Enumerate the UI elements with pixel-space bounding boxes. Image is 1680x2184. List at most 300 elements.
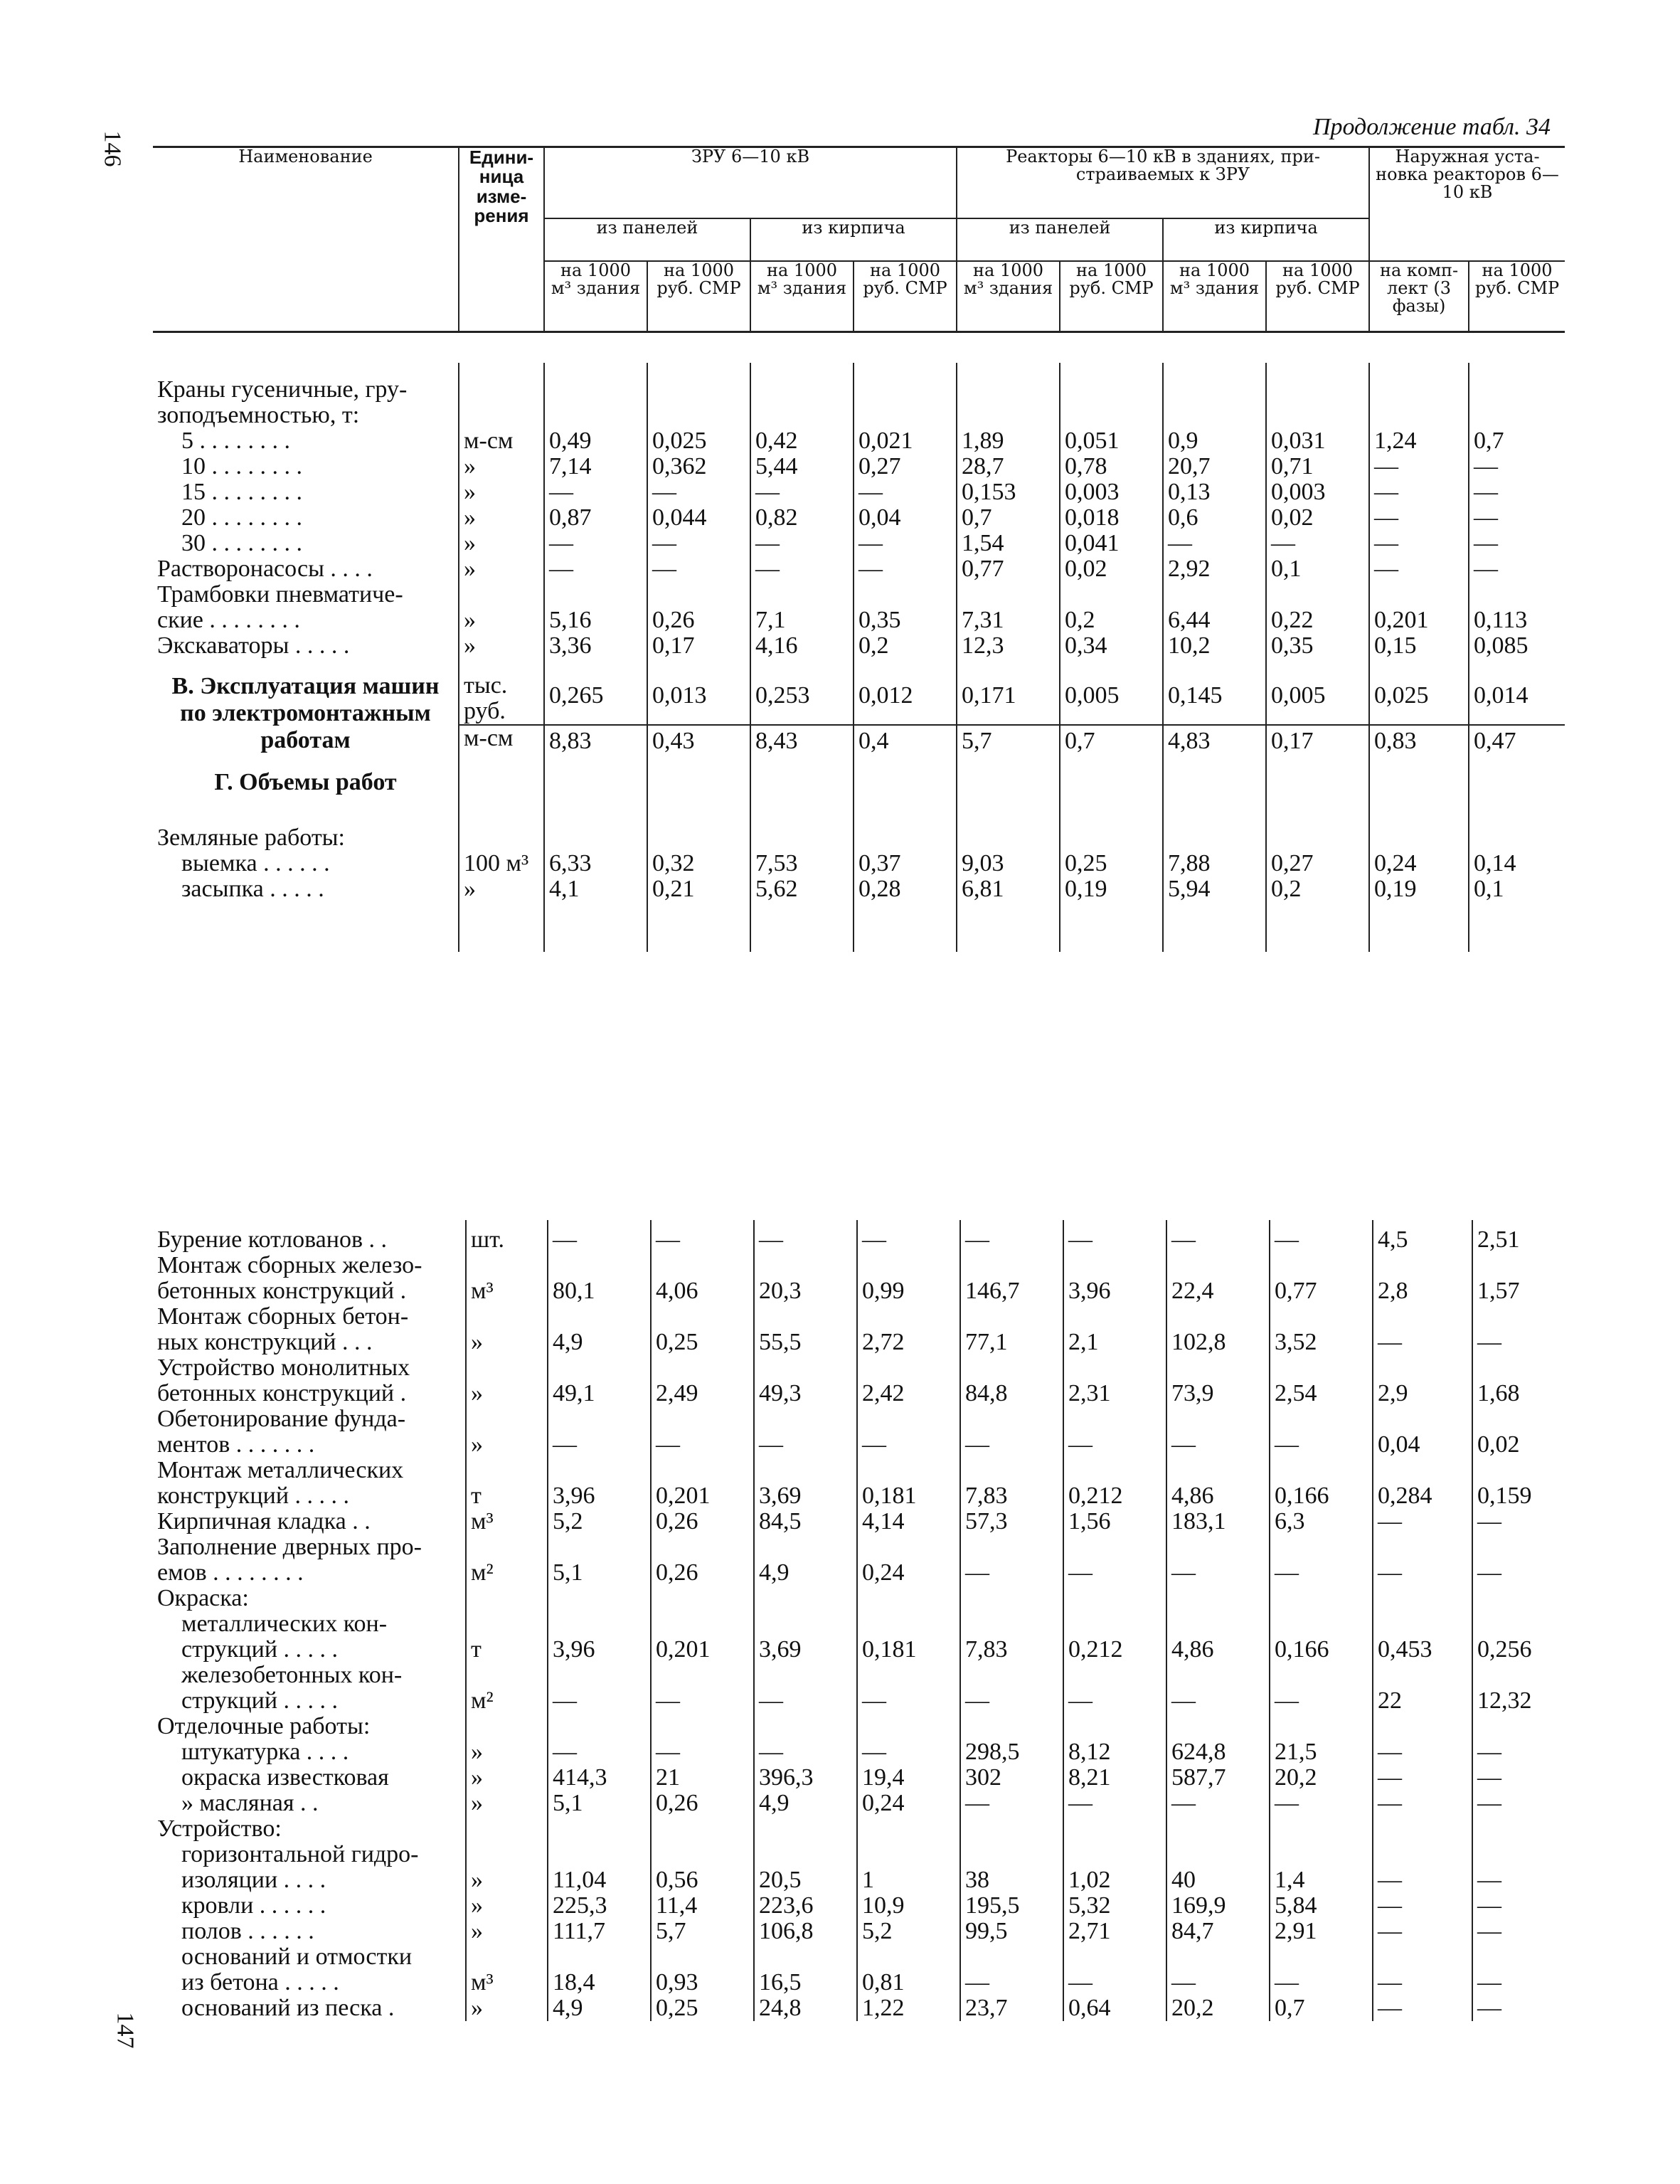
row-name: Заполнение дверных про- bbox=[157, 1534, 422, 1560]
row-name: изоляции . . . . bbox=[181, 1867, 326, 1893]
table-row bbox=[153, 1278, 1565, 1304]
cell-value: 12,32 bbox=[1472, 1688, 1565, 1714]
cell-value: 0,25 bbox=[1060, 851, 1163, 876]
cell-value: 0,13 bbox=[1163, 479, 1266, 505]
cell-value bbox=[1166, 1816, 1270, 1842]
row-name: засыпка . . . . . bbox=[181, 876, 324, 902]
cell-value: 28,7 bbox=[957, 454, 1060, 479]
header-col-rub: на 1000 руб. СМР bbox=[1060, 261, 1163, 332]
cell-value: 0,7 bbox=[1060, 725, 1163, 754]
cell-value: 0,56 bbox=[651, 1867, 754, 1893]
table-caption: Продолжение табл. 34 bbox=[1312, 114, 1551, 140]
cell-value bbox=[854, 825, 957, 851]
cell-value: — bbox=[1369, 454, 1469, 479]
cell-value bbox=[647, 403, 750, 428]
cell-value bbox=[548, 1253, 651, 1278]
cell-value bbox=[1270, 1816, 1373, 1842]
cell-value: 0,27 bbox=[1266, 851, 1369, 876]
cell-value: — bbox=[1063, 1560, 1166, 1586]
cell-value bbox=[1373, 1714, 1472, 1739]
cell-value: 0,43 bbox=[647, 725, 750, 754]
cell-value: — bbox=[548, 1739, 651, 1765]
cell-value bbox=[1373, 1611, 1472, 1637]
cell-value bbox=[960, 1355, 1063, 1381]
cell-value: 3,36 bbox=[544, 633, 647, 659]
cell-value: 0,153 bbox=[957, 479, 1060, 505]
row-unit: » bbox=[466, 1893, 548, 1919]
cell-value bbox=[548, 1534, 651, 1560]
cell-value bbox=[548, 1714, 651, 1739]
row-unit: т bbox=[466, 1637, 548, 1663]
cell-value bbox=[1060, 403, 1163, 428]
cell-value: 5,7 bbox=[957, 725, 1060, 754]
cell-value bbox=[960, 1458, 1063, 1483]
cell-value bbox=[854, 403, 957, 428]
cell-value bbox=[1373, 1355, 1472, 1381]
table-row bbox=[153, 1509, 1565, 1534]
section-v-unit-1: тыс. руб. bbox=[459, 673, 544, 725]
cell-value: — bbox=[750, 479, 854, 505]
cell-value: — bbox=[651, 1227, 754, 1253]
header-sub-panels-1: из панелей bbox=[544, 218, 750, 261]
cell-value: 0,031 bbox=[1266, 428, 1369, 454]
cell-value: — bbox=[1369, 556, 1469, 582]
cell-value: — bbox=[750, 531, 854, 556]
cell-value: 0,005 bbox=[1266, 673, 1369, 725]
cell-value: — bbox=[1166, 1688, 1270, 1714]
header-sub-brick-1: из кирпича bbox=[750, 218, 957, 261]
cell-value: 0,284 bbox=[1373, 1483, 1472, 1509]
cell-value: 2,1 bbox=[1063, 1330, 1166, 1355]
cell-value bbox=[1373, 1406, 1472, 1432]
table-row bbox=[153, 454, 1565, 479]
cell-value: 49,3 bbox=[754, 1381, 857, 1406]
cell-value: 0,25 bbox=[651, 1330, 754, 1355]
cell-value bbox=[1063, 1816, 1166, 1842]
cell-value: — bbox=[857, 1432, 960, 1458]
cell-value bbox=[857, 1304, 960, 1330]
cell-value: 1,4 bbox=[1270, 1867, 1373, 1893]
cell-value bbox=[960, 1842, 1063, 1867]
cell-value: 7,14 bbox=[544, 454, 647, 479]
header-col-rub: на 1000 руб. СМР bbox=[854, 261, 957, 332]
row-name: » масляная . . bbox=[181, 1790, 319, 1816]
row-name: металлических кон- bbox=[181, 1611, 388, 1637]
row-name: Обетонирование фунда- bbox=[157, 1406, 406, 1432]
cell-value bbox=[1166, 1534, 1270, 1560]
cell-value bbox=[1472, 1304, 1565, 1330]
row-name: Монтаж сборных бетон- bbox=[157, 1303, 409, 1330]
cell-value bbox=[754, 1458, 857, 1483]
row-unit: » bbox=[466, 1330, 548, 1355]
cell-value bbox=[1472, 1714, 1565, 1739]
cell-value bbox=[1469, 825, 1565, 851]
row-unit: » bbox=[459, 876, 544, 902]
row-unit bbox=[466, 1458, 548, 1483]
row-unit: » bbox=[459, 633, 544, 659]
table-row bbox=[153, 1432, 1565, 1458]
cell-value: 0,014 bbox=[1469, 673, 1565, 725]
cell-value bbox=[1266, 403, 1369, 428]
cell-value: 8,83 bbox=[544, 725, 647, 754]
cell-value: 5,2 bbox=[548, 1509, 651, 1534]
cell-value: — bbox=[548, 1688, 651, 1714]
cell-value: 0,1 bbox=[1469, 876, 1565, 902]
cell-value bbox=[1163, 582, 1266, 608]
cell-value bbox=[1266, 825, 1369, 851]
table-row bbox=[153, 825, 1565, 851]
header-sub-brick-2: из кирпича bbox=[1163, 218, 1369, 261]
cell-value bbox=[548, 1842, 651, 1867]
page-number-top: 146 bbox=[99, 130, 126, 167]
cell-value: — bbox=[1063, 1227, 1166, 1253]
cell-value: 2,31 bbox=[1063, 1381, 1166, 1406]
row-name: Отделочные работы: bbox=[157, 1713, 371, 1739]
cell-value bbox=[1270, 1534, 1373, 1560]
cell-value: 0,9 bbox=[1163, 428, 1266, 454]
row-unit bbox=[459, 582, 544, 608]
row-unit: » bbox=[466, 1739, 548, 1765]
row-unit bbox=[459, 403, 544, 428]
cell-value: 1,68 bbox=[1472, 1381, 1565, 1406]
cell-value: 0,159 bbox=[1472, 1483, 1565, 1509]
row-unit bbox=[466, 1944, 548, 1970]
cell-value: 77,1 bbox=[960, 1330, 1063, 1355]
cell-value: 5,32 bbox=[1063, 1893, 1166, 1919]
cell-value bbox=[857, 1816, 960, 1842]
cell-value bbox=[1369, 582, 1469, 608]
cell-value bbox=[1270, 1611, 1373, 1637]
cell-value: 8,21 bbox=[1063, 1765, 1166, 1791]
cell-value bbox=[960, 1406, 1063, 1432]
section-v-title: В. Эксплуатация машин по электромонтажным работам bbox=[171, 673, 440, 753]
cell-value: 0,26 bbox=[647, 608, 750, 633]
cell-value: 0,201 bbox=[1369, 608, 1469, 633]
section-v-row-1 bbox=[153, 673, 1565, 725]
cell-value: 2,92 bbox=[1163, 556, 1266, 582]
cell-value: 0,256 bbox=[1472, 1637, 1565, 1663]
cell-value: — bbox=[960, 1560, 1063, 1586]
cell-value: — bbox=[960, 1688, 1063, 1714]
cell-value bbox=[857, 1355, 960, 1381]
cell-value: 2,51 bbox=[1472, 1227, 1565, 1253]
cell-value bbox=[1270, 1842, 1373, 1867]
cell-value: — bbox=[854, 556, 957, 582]
table-row bbox=[153, 1739, 1565, 1765]
cell-value: 7,83 bbox=[960, 1483, 1063, 1509]
cell-value: — bbox=[1270, 1432, 1373, 1458]
cell-value: 3,52 bbox=[1270, 1330, 1373, 1355]
cell-value: — bbox=[1469, 505, 1565, 531]
cell-value: 84,8 bbox=[960, 1381, 1063, 1406]
cell-value: 0,26 bbox=[651, 1791, 754, 1816]
cell-value: — bbox=[1472, 1791, 1565, 1816]
cell-value: — bbox=[1472, 1739, 1565, 1765]
row-name: из бетона . . . . . bbox=[181, 1969, 339, 1995]
cell-value: 2,72 bbox=[857, 1330, 960, 1355]
cell-value: 0,14 bbox=[1469, 851, 1565, 876]
cell-value bbox=[651, 1534, 754, 1560]
cell-value bbox=[651, 1253, 754, 1278]
table-row bbox=[153, 1381, 1565, 1406]
cell-value bbox=[548, 1944, 651, 1970]
cell-value: — bbox=[1373, 1765, 1472, 1791]
cell-value bbox=[651, 1944, 754, 1970]
cell-value: 0,201 bbox=[651, 1483, 754, 1509]
cell-value: 12,3 bbox=[957, 633, 1060, 659]
cell-value: — bbox=[1373, 1893, 1472, 1919]
cell-value: 7,88 bbox=[1163, 851, 1266, 876]
cell-value: 0,24 bbox=[1369, 851, 1469, 876]
row-unit bbox=[466, 1355, 548, 1381]
row-unit: » bbox=[466, 1995, 548, 2021]
cell-value bbox=[1063, 1944, 1166, 1970]
cell-value: — bbox=[1166, 1227, 1270, 1253]
cell-value: 57,3 bbox=[960, 1509, 1063, 1534]
cell-value bbox=[750, 825, 854, 851]
cell-value: 1,02 bbox=[1063, 1867, 1166, 1893]
cell-value: 195,5 bbox=[960, 1893, 1063, 1919]
cell-value bbox=[857, 1663, 960, 1688]
cell-value: 0,35 bbox=[854, 608, 957, 633]
cell-value: 0,27 bbox=[854, 454, 957, 479]
cell-value bbox=[957, 377, 1060, 403]
cell-value: — bbox=[1063, 1970, 1166, 1995]
cell-value: 23,7 bbox=[960, 1995, 1063, 2021]
table-row bbox=[153, 1663, 1565, 1688]
cell-value: 20,7 bbox=[1163, 454, 1266, 479]
cell-value: — bbox=[1373, 1739, 1472, 1765]
cell-value: 1,54 bbox=[957, 531, 1060, 556]
cell-value: 3,69 bbox=[754, 1483, 857, 1509]
cell-value bbox=[1373, 1534, 1472, 1560]
cell-value: 21 bbox=[651, 1765, 754, 1791]
table-row bbox=[153, 1534, 1565, 1560]
header-unit: Едини- ница изме- рения bbox=[459, 147, 544, 332]
cell-value: 3,69 bbox=[754, 1637, 857, 1663]
cell-value: — bbox=[1469, 531, 1565, 556]
table-row bbox=[153, 608, 1565, 633]
cell-value: 2,54 bbox=[1270, 1381, 1373, 1406]
cell-value: — bbox=[754, 1432, 857, 1458]
cell-value bbox=[754, 1842, 857, 1867]
cell-value: 1,89 bbox=[957, 428, 1060, 454]
cell-value: 0,166 bbox=[1270, 1483, 1373, 1509]
table-row bbox=[153, 377, 1565, 403]
cell-value: — bbox=[750, 556, 854, 582]
cell-value bbox=[857, 1586, 960, 1611]
cell-value: 4,9 bbox=[548, 1330, 651, 1355]
cell-value: 0,2 bbox=[1060, 608, 1163, 633]
cell-value: 55,5 bbox=[754, 1330, 857, 1355]
cell-value bbox=[651, 1611, 754, 1637]
cell-value bbox=[548, 1663, 651, 1688]
cell-value bbox=[651, 1586, 754, 1611]
cell-value: 4,06 bbox=[651, 1278, 754, 1304]
header-sub-panels-2: из панелей bbox=[957, 218, 1163, 261]
cell-value: 0,26 bbox=[651, 1560, 754, 1586]
cell-value: — bbox=[1472, 1893, 1565, 1919]
cell-value: 4,9 bbox=[548, 1995, 651, 2021]
table-row bbox=[153, 1688, 1565, 1714]
cell-value: 169,9 bbox=[1166, 1893, 1270, 1919]
table-row bbox=[153, 1995, 1565, 2021]
cell-value bbox=[548, 1406, 651, 1432]
cell-value: — bbox=[1373, 1919, 1472, 1944]
cell-value bbox=[754, 1663, 857, 1688]
cell-value bbox=[1373, 1663, 1472, 1688]
row-name: 5 . . . . . . . . bbox=[181, 428, 290, 454]
cell-value bbox=[1270, 1944, 1373, 1970]
cell-value: 0,02 bbox=[1472, 1432, 1565, 1458]
cell-value: 0,83 bbox=[1369, 725, 1469, 754]
cell-value: 0,265 bbox=[544, 673, 647, 725]
cell-value: 0,17 bbox=[647, 633, 750, 659]
cell-value: 1,22 bbox=[857, 1995, 960, 2021]
row-unit: м² bbox=[466, 1560, 548, 1586]
row-name: Окраска: bbox=[157, 1585, 249, 1611]
header-name: Наименование bbox=[153, 147, 459, 332]
cell-value bbox=[960, 1944, 1063, 1970]
cell-value: 40 bbox=[1166, 1867, 1270, 1893]
cell-value: 0,04 bbox=[1373, 1432, 1472, 1458]
cell-value: 2,91 bbox=[1270, 1919, 1373, 1944]
cell-value bbox=[1373, 1304, 1472, 1330]
cell-value bbox=[1472, 1534, 1565, 1560]
cell-value bbox=[1472, 1816, 1565, 1842]
cell-value bbox=[857, 1842, 960, 1867]
cell-value bbox=[960, 1663, 1063, 1688]
row-name: струкций . . . . . bbox=[181, 1636, 339, 1663]
cell-value: 302 bbox=[960, 1765, 1063, 1791]
cell-value: — bbox=[960, 1791, 1063, 1816]
row-name: Экскаваторы . . . . . bbox=[157, 632, 350, 659]
cell-value bbox=[1270, 1355, 1373, 1381]
row-name: 30 . . . . . . . . bbox=[181, 530, 302, 556]
row-name: Бурение котлованов . . bbox=[157, 1226, 388, 1253]
header-col-rub: на 1000 руб. СМР bbox=[1266, 261, 1369, 332]
cell-value: 2,49 bbox=[651, 1381, 754, 1406]
cell-value: 0,02 bbox=[1266, 505, 1369, 531]
cell-value: 99,5 bbox=[960, 1919, 1063, 1944]
cell-value: — bbox=[1373, 1791, 1472, 1816]
cell-value bbox=[754, 1534, 857, 1560]
section-g-title: Г. Объемы работ bbox=[214, 769, 397, 795]
table-row bbox=[153, 479, 1565, 505]
cell-value: 20,5 bbox=[754, 1867, 857, 1893]
cell-value: 2,9 bbox=[1373, 1381, 1472, 1406]
cell-value: — bbox=[1063, 1688, 1166, 1714]
cell-value bbox=[1270, 1714, 1373, 1739]
cell-value: — bbox=[647, 556, 750, 582]
row-unit bbox=[466, 1253, 548, 1278]
cell-value bbox=[960, 1586, 1063, 1611]
cell-value bbox=[1166, 1304, 1270, 1330]
table-body-top bbox=[153, 363, 1565, 952]
table-row bbox=[153, 1330, 1565, 1355]
row-unit bbox=[466, 1842, 548, 1867]
row-name: ментов . . . . . . . bbox=[157, 1431, 315, 1458]
cell-value bbox=[1369, 403, 1469, 428]
row-name: конструкций . . . . . bbox=[157, 1483, 350, 1509]
cell-value: 4,14 bbox=[857, 1509, 960, 1534]
cell-value: — bbox=[1166, 1970, 1270, 1995]
cell-value: 4,9 bbox=[754, 1560, 857, 1586]
cell-value: — bbox=[754, 1688, 857, 1714]
cell-value: 80,1 bbox=[548, 1278, 651, 1304]
header-col-kompl: на комп- лект (3 фазы) bbox=[1369, 261, 1469, 332]
cell-value: 8,12 bbox=[1063, 1739, 1166, 1765]
cell-value: 1,56 bbox=[1063, 1509, 1166, 1534]
cell-value bbox=[754, 1714, 857, 1739]
cell-value bbox=[1373, 1944, 1472, 1970]
cell-value: 22 bbox=[1373, 1688, 1472, 1714]
cell-value: 0,22 bbox=[1266, 608, 1369, 633]
cell-value bbox=[1270, 1406, 1373, 1432]
cell-value bbox=[754, 1586, 857, 1611]
cell-value: 0,181 bbox=[857, 1637, 960, 1663]
table-row bbox=[153, 1227, 1565, 1253]
cell-value bbox=[754, 1611, 857, 1637]
cell-value: — bbox=[854, 531, 957, 556]
cell-value: — bbox=[1373, 1995, 1472, 2021]
cell-value: 5,1 bbox=[548, 1560, 651, 1586]
cell-value bbox=[1063, 1406, 1166, 1432]
table-header bbox=[153, 146, 1565, 333]
cell-value bbox=[1373, 1842, 1472, 1867]
row-unit bbox=[459, 377, 544, 403]
cell-value: 4,86 bbox=[1166, 1637, 1270, 1663]
cell-value: 223,6 bbox=[754, 1893, 857, 1919]
table-row bbox=[153, 1919, 1565, 1944]
cell-value: 4,83 bbox=[1163, 725, 1266, 754]
cell-value: — bbox=[1270, 1560, 1373, 1586]
cell-value: — bbox=[1469, 479, 1565, 505]
cell-value bbox=[1472, 1611, 1565, 1637]
cell-value bbox=[1472, 1406, 1565, 1432]
cell-value bbox=[1270, 1663, 1373, 1688]
cell-value bbox=[1469, 377, 1565, 403]
cell-value bbox=[854, 377, 957, 403]
cell-value: 4,86 bbox=[1166, 1483, 1270, 1509]
table-row bbox=[153, 1586, 1565, 1611]
table-row bbox=[153, 1791, 1565, 1816]
cell-value: — bbox=[1166, 1432, 1270, 1458]
row-name: оснований и отмостки bbox=[181, 1944, 413, 1970]
row-unit: 100 м³ bbox=[459, 851, 544, 876]
row-unit bbox=[466, 1663, 548, 1688]
cell-value: 0,6 bbox=[1163, 505, 1266, 531]
row-unit bbox=[466, 1611, 548, 1637]
cell-value bbox=[1270, 1253, 1373, 1278]
row-name: ных конструкций . . . bbox=[157, 1329, 373, 1355]
cell-value: 38 bbox=[960, 1867, 1063, 1893]
cell-value bbox=[548, 1586, 651, 1611]
header-col-m3: на 1000 м³ здания bbox=[750, 261, 854, 332]
row-unit bbox=[459, 825, 544, 851]
cell-value bbox=[1270, 1304, 1373, 1330]
cell-value: — bbox=[1266, 531, 1369, 556]
cell-value bbox=[754, 1355, 857, 1381]
header-col-rub: на 1000 руб. СМР bbox=[647, 261, 750, 332]
cell-value: 624,8 bbox=[1166, 1739, 1270, 1765]
cell-value: — bbox=[960, 1970, 1063, 1995]
cell-value: 10,2 bbox=[1163, 633, 1266, 659]
table-row bbox=[153, 428, 1565, 454]
cell-value: 0,025 bbox=[647, 428, 750, 454]
cell-value bbox=[1063, 1586, 1166, 1611]
cell-value bbox=[1063, 1534, 1166, 1560]
